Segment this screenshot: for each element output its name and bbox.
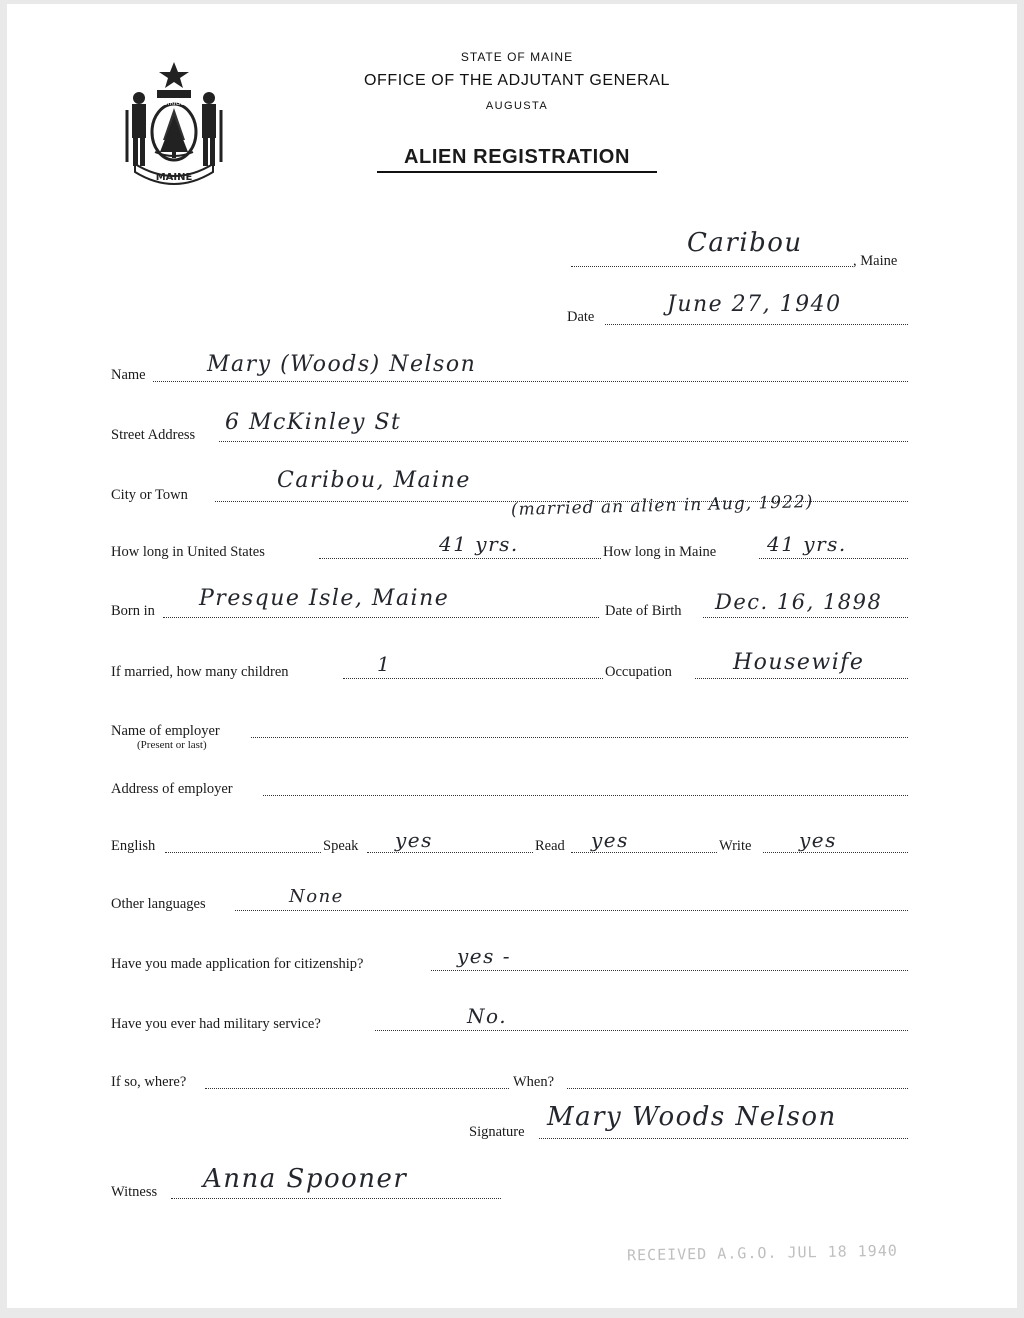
city-or-town-label: City or Town (111, 487, 188, 503)
header-city: AUGUSTA (485, 100, 549, 112)
svg-text:DIRIGO: DIRIGO (163, 100, 185, 107)
date-of-birth-entry: Dec. 16, 1898 (715, 590, 883, 614)
town-entry: Caribou (687, 228, 803, 258)
date-of-birth-line (703, 617, 908, 618)
header-state: STATE OF MAINE (460, 50, 574, 64)
how-long-maine-line (759, 558, 908, 559)
speak-line (367, 852, 533, 853)
name-label: Name (111, 367, 146, 383)
name-of-employer-label: Name of employer (111, 723, 220, 739)
write-line (763, 852, 908, 853)
when-line (567, 1088, 908, 1089)
born-in-line (163, 617, 599, 618)
witness-label: Witness (111, 1184, 158, 1200)
occupation-entry: Housewife (733, 650, 865, 675)
city-or-town-entry: Caribou, Maine (277, 468, 471, 493)
when-label: When? (513, 1074, 555, 1090)
witness-line (171, 1198, 501, 1199)
form-title: ALIEN REGISTRATION (377, 146, 657, 173)
born-in-entry: Presque Isle, Maine (199, 586, 450, 611)
signature-label: Signature (469, 1124, 525, 1140)
how-long-maine-entry: 41 yrs. (767, 532, 847, 556)
maine-state-seal (119, 60, 229, 190)
signature-line (539, 1138, 908, 1139)
speak-entry: yes (395, 828, 433, 852)
how-long-us-line (319, 558, 601, 559)
married-children-label: If married, how many children (111, 664, 289, 680)
address-of-employer-line (263, 795, 908, 796)
speak-label: Speak (323, 838, 359, 854)
born-in-label: Born in (111, 603, 155, 619)
date-entry: June 27, 1940 (667, 292, 842, 317)
svg-text:MAINE: MAINE (155, 172, 193, 183)
date-line (605, 324, 908, 325)
how-long-us-entry: 41 yrs. (439, 532, 519, 556)
citizenship-entry: yes - (457, 944, 512, 968)
married-children-line (343, 678, 603, 679)
other-languages-label: Other languages (111, 896, 206, 912)
name-entry: Mary (Woods) Nelson (207, 352, 477, 377)
date-label: Date (567, 309, 595, 325)
citizenship-label: Have you made application for citizenship? (111, 956, 364, 972)
date-of-birth-label: Date of Birth (605, 603, 682, 619)
occupation-line (695, 678, 908, 679)
english-line (165, 852, 321, 853)
read-entry: yes (591, 828, 629, 852)
city-note-entry: (married an alien in Aug, 1922) (510, 492, 814, 520)
signature-entry: Mary Woods Nelson (547, 1102, 837, 1132)
street-address-entry: 6 McKinley St (225, 410, 402, 435)
how-long-maine-label: How long in Maine (603, 544, 717, 560)
witness-entry: Anna Spooner (203, 1164, 408, 1194)
other-languages-entry: None (289, 886, 344, 907)
military-line (375, 1030, 908, 1031)
read-line (571, 852, 717, 853)
street-address-label: Street Address (111, 427, 196, 443)
occupation-label: Occupation (605, 664, 672, 680)
if-so-where-label: If so, where? (111, 1074, 187, 1090)
street-address-line (219, 441, 908, 442)
if-so-where-line (205, 1088, 509, 1089)
town-line (571, 266, 853, 267)
children-entry: 1 (377, 652, 392, 676)
military-label: Have you ever had military service? (111, 1016, 321, 1032)
maine-label: , Maine (853, 253, 898, 269)
header-office: OFFICE OF THE ADJUTANT GENERAL (363, 72, 671, 89)
write-label: Write (719, 838, 752, 854)
received-stamp: RECEIVED A.G.O. JUL 18 1940 (626, 1241, 898, 1265)
present-or-last-note: (Present or last) (137, 739, 207, 751)
how-long-us-label: How long in United States (111, 544, 265, 560)
registration-form (7, 4, 1017, 1308)
name-of-employer-line (251, 737, 908, 738)
read-label: Read (535, 838, 565, 854)
citizenship-line (431, 970, 908, 971)
write-entry: yes (799, 828, 837, 852)
english-label: English (111, 838, 156, 854)
address-of-employer-label: Address of employer (111, 781, 233, 797)
military-entry: No. (467, 1004, 508, 1028)
other-languages-line (235, 910, 908, 911)
name-line (153, 381, 908, 382)
